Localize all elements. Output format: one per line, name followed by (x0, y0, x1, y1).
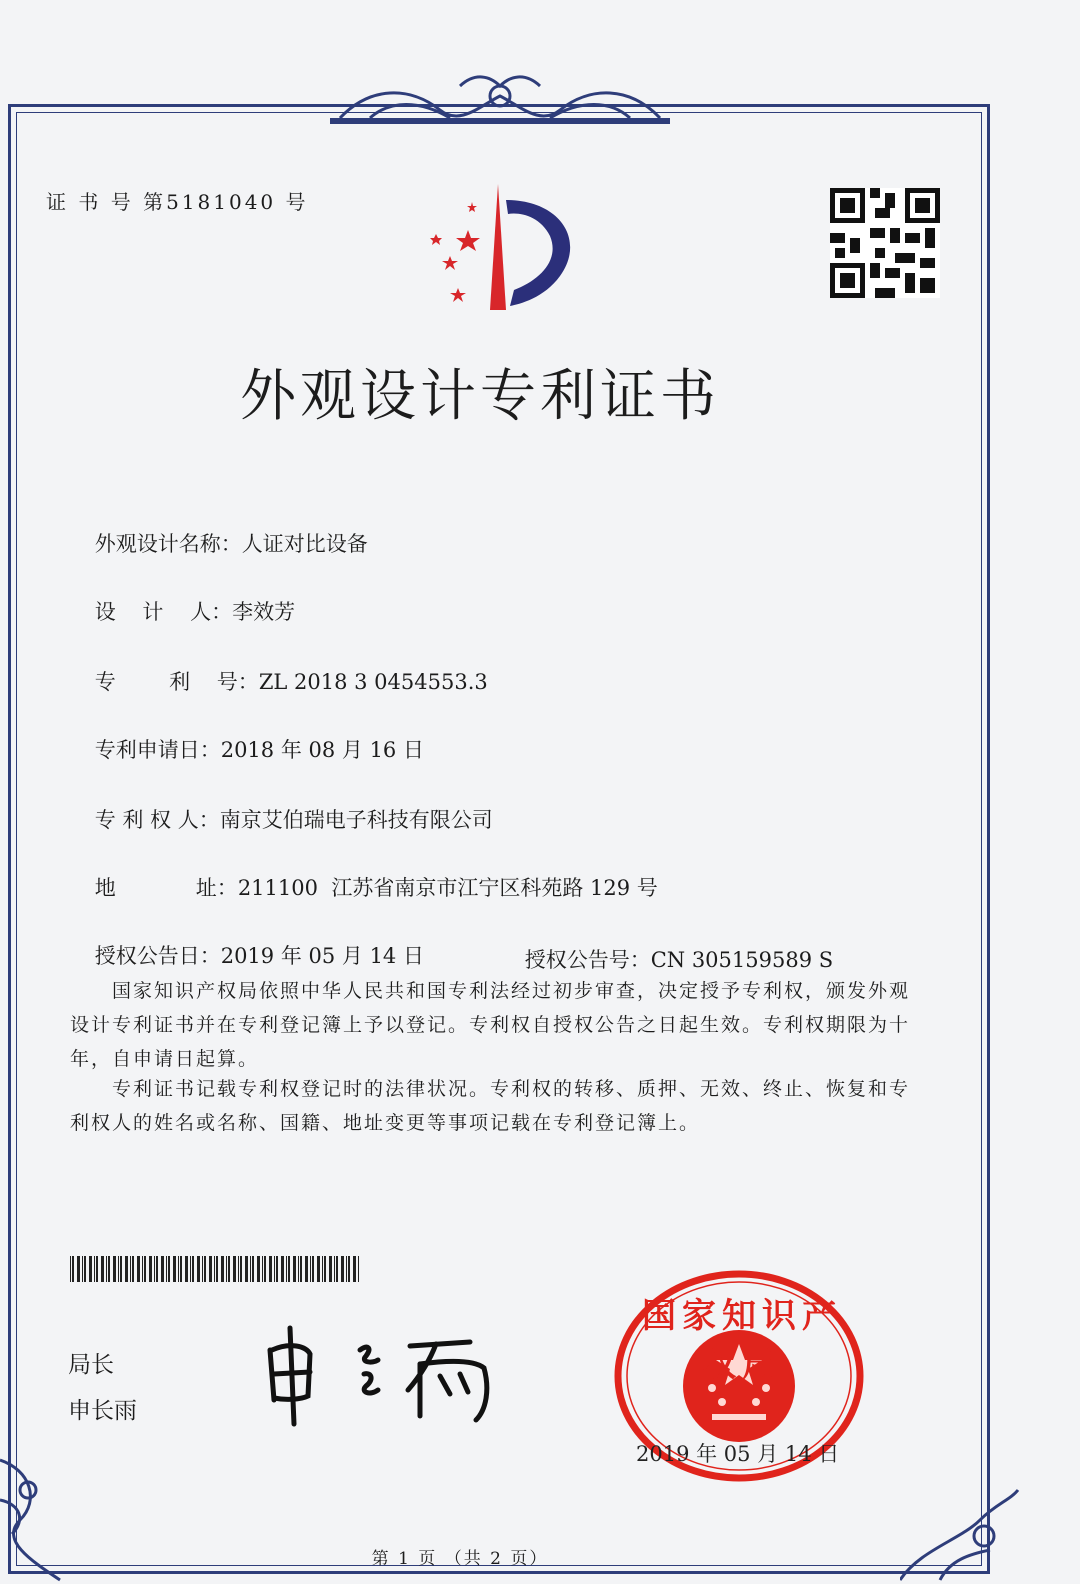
field-value: 211100 江苏省南京市江宁区科苑路 129 号 (237, 876, 658, 900)
qr-code-icon (830, 186, 940, 300)
field-label: 专利申请日： (94, 738, 221, 762)
legal-paragraph-2: 专利证书记载专利权登记时的法律状况。专利权的转移、质押、无效、终止、恢复和专利权人的姓名或名称、国籍、地址变更等事项记载在专利登记簿上。 (70, 1078, 911, 1134)
field-address (68, 848, 658, 926)
field-value: 南京艾伯瑞电子科技有限公司 (219, 808, 493, 832)
director-signature-icon (260, 1320, 510, 1430)
field-value: ZL 2018 3 0454553.3 (258, 670, 488, 694)
director-title: 局长 (68, 1352, 114, 1378)
cnipa-logo-icon (410, 180, 590, 320)
certificate-title: 外观设计专利证书 (240, 364, 720, 429)
field-patent-number (68, 642, 488, 720)
seal-date: 2019 年 05 月 14 日 (636, 1442, 840, 1466)
field-label: 授权公告号： (524, 948, 651, 972)
field-label: 专 利 权 人： (94, 808, 220, 832)
page-footer: 第 1 页 （共 2 页） (371, 1549, 549, 1569)
field-label: 地 址： (94, 876, 238, 900)
top-ornament-icon (330, 66, 670, 136)
field-label: 授权公告日： (94, 944, 221, 968)
field-value: CN 305159589 S (650, 948, 834, 972)
seal-text: 国家知识产权局 (642, 1296, 842, 1385)
director-name: 申长雨 (68, 1398, 137, 1424)
field-value: 李效芳 (232, 600, 296, 624)
field-value: 人证对比设备 (241, 532, 368, 556)
barcode-icon (70, 1256, 362, 1282)
field-value: 2018 年 08 月 16 日 (220, 738, 424, 762)
field-label: 设 计 人： (94, 600, 233, 624)
field-label: 外观设计名称： (94, 532, 242, 556)
legal-paragraph-1: 国家知识产权局依照中华人民共和国专利法经过初步审查，决定授予专利权，颁发外观设计专利证书并在专利登记簿上予以登记。专利权自授权公告之日起生效。专利权期限为十年，自申请日起算。 (70, 980, 911, 1070)
field-design-name (68, 504, 368, 582)
field-designer (68, 572, 295, 650)
field-label: 专 利 号： (94, 670, 259, 694)
certificate-number: 证 书 号 第5181040 号 (46, 190, 309, 214)
field-value: 2019 年 05 月 14 日 (220, 944, 424, 968)
field-patentee (68, 780, 493, 858)
field-filing-date (68, 710, 424, 788)
